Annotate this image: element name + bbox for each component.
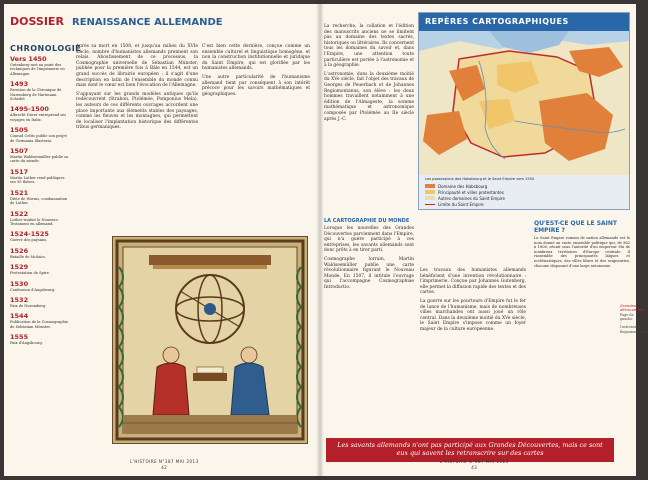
chronology-text: Paix d'Augsbourg. <box>10 341 43 346</box>
left-page <box>4 4 320 476</box>
right-footer <box>440 459 509 470</box>
saint-empire-box <box>534 220 630 430</box>
chronology-text: Martin Waldseemüller publie sa carte du monde. <box>10 155 69 164</box>
body-column-2 <box>202 44 310 224</box>
chronology-text: Albrecht Dürer entreprend ses voyages en Italie. <box>10 113 67 122</box>
chronology-year: 1524-1525 <box>10 230 49 239</box>
chronology-year: 1521 <box>10 188 29 197</box>
page-number: 43 <box>471 465 478 470</box>
chronology-entry <box>10 333 70 345</box>
pull-quote: Les savants allemands n'ont pas participé aux Grandes Découvertes, mais ce sont eux qui savent les retranscrire sur des cartes <box>326 438 614 462</box>
chronology-text: Diète de Worms, condamnation de Luther. <box>10 196 68 206</box>
chronology-year: 1522 <box>10 209 29 218</box>
chronology-entry <box>10 263 70 275</box>
section-header <box>10 10 223 26</box>
engraving-illustration <box>113 237 307 443</box>
map-caption: Les possessions des Habsbourg et le Saint Empire vers 1550 <box>425 177 535 181</box>
legend-label: Domaine des Habsbourg <box>438 183 488 189</box>
footer-text: L'HISTOIRE N°387 MAI 2013 <box>440 459 509 464</box>
footer-text: L'HISTOIRE N°387 MAI 2013 <box>130 459 199 464</box>
chronology-entry <box>10 168 70 185</box>
map-legend <box>419 175 629 209</box>
chronology-entry <box>10 210 70 227</box>
chronology-year: 1505 <box>10 126 29 135</box>
body-paragraph: La recherche, la collation et l'édition des manuscrits anciens ne se limitent pas au domaine des textes sacrés, historiques ou littéraires. Ils concernent tous les domaines du savoir et, dans l'Empire, une attention toute particulière est portée à l'astronomie et à la géographie. <box>324 24 414 69</box>
side-note <box>620 303 648 434</box>
chronology-year: Vers 1450 <box>10 55 47 63</box>
chronology-year: 1495-1500 <box>10 105 49 114</box>
body-paragraph: L'astronomie, dans la deuxième moitié du XVe siècle, fait l'objet des travaux de Georges de Peuerbach et de Johannes Regiomontanus, son élève : les deux hommes travaillent notamment à une édition de l'Almageste, la somme mathématique et astronomique composée par Ptolémée au IIe siècle après J.-C. <box>324 71 414 122</box>
chronology-entry <box>10 105 70 122</box>
chronology-year: 1530 <box>10 279 29 288</box>
legend-swatch-icon <box>425 184 435 188</box>
chronology-text: Luther traduit le Nouveau Testament en allemand. <box>10 217 58 226</box>
chronology-year: 1529 <box>10 263 29 272</box>
chronology-text: Paix de Nuremberg. <box>10 303 47 308</box>
chronology-text: Guerre des paysans. <box>10 238 48 243</box>
chronology-year: 1544 <box>10 312 29 321</box>
body-column-1 <box>324 24 414 214</box>
chronology-text: Conrad Celtis publie son projet de Germania illustrata. <box>10 134 67 143</box>
left-footer <box>130 459 199 470</box>
astronomer-engraving <box>112 236 308 444</box>
map-area <box>419 31 629 175</box>
legend-swatch-icon <box>425 196 435 200</box>
page-number: 42 <box>161 465 168 470</box>
right-page <box>320 4 648 476</box>
chronology-entry <box>10 247 70 259</box>
chronology-text: Bataille de Mohács. <box>10 254 46 259</box>
chronology-entry <box>10 296 70 308</box>
chronology-text: Protestation de Spire. <box>10 271 50 276</box>
magazine-spread <box>4 4 648 476</box>
side-note-title: Grandes découvertes <box>620 303 644 313</box>
chronology-year: 1507 <box>10 147 29 156</box>
chronology-entry <box>10 147 70 164</box>
cartography-heading: LA CARTOGRAPHIE DU MONDE <box>324 218 410 224</box>
chronology-text: Gutenberg met au point des techniques de l'imprimerie en Allemagne. <box>10 63 65 76</box>
habsburg-map <box>419 31 629 175</box>
chronology-entry <box>10 80 70 101</box>
body-paragraph: S'appuyant sur les grands modèles antiques qu'ils redécouvrent (Strabon, Ptolémée, Pomponius Mela), les auteurs de ces différents ouvrages accordent une place importante aux éléments stables des paysages, comme les fleuves et les montagnes, qui permettent de localiser l'implantation historique des différentes tribus germaniques. <box>76 91 198 131</box>
chronology-entry <box>10 230 70 242</box>
chronology-year: 1555 <box>10 333 29 342</box>
side-note-text: Page de gauche : l'astronome Regiomontanus. <box>620 312 648 334</box>
body-column-2 <box>324 226 414 376</box>
legend-label: Autres domaines du Saint Empire <box>438 195 505 201</box>
gutter-shadow <box>316 4 324 476</box>
body-paragraph: Cosmographe lorrain, Martin Waldseemüller publie une carte révolutionnaire figurant le Nouveau Monde. En 1507, il intitule l'ouvrage qui l'accompagne Cosmographiae Introductio. <box>324 256 414 290</box>
legend-label: Principauté et villes protestantes <box>438 189 504 195</box>
body-paragraph: Après sa mort en 1508, et jusqu'au milieu du XVIe siècle, nombre d'humanistes allemands prennent son relais. Aboutissement de ce processus, la Cosmographie universelle de Sebastian Münster, publiée pour la première fois à Bâle en 1544, est un grand succès de librairie européen : il s'agit d'une description en latin de l'ensemble du monde connu mais dont le cœur est bien l'évocation de l'Allemagne. <box>76 44 198 89</box>
map-title: REPÈRES CARTOGRAPHIQUES <box>419 13 629 31</box>
chronology-entry <box>10 55 70 76</box>
chronology-entry <box>10 312 70 329</box>
body-paragraph: La guerre sur les pourtours d'Empire fut le fer de lance de l'humanisme, mais de nombreuses villes marchandes ont aussi joué un rôle central. Dans la deuxième moitié du XVe siècle, le Saint Empire s'impose comme un foyer majeur de la culture européenne. <box>420 298 526 332</box>
chronology-year: 1532 <box>10 295 29 304</box>
body-column-3 <box>420 268 526 438</box>
map-box <box>418 12 630 210</box>
chronology-year: 1526 <box>10 246 29 255</box>
section-title: RENAISSANCE ALLEMANDE <box>72 17 223 28</box>
chronology-text: Publication de la Cosmographie de Sebastian Münster. <box>10 320 69 329</box>
body-paragraph: Lorsque les nouvelles des Grandes Découvertes parviennent dans l'Empire, qui n'a guère participé à ces entreprises, les savants allemands sont donc prêts à en tirer parti. <box>324 226 414 254</box>
legend-swatch-icon <box>425 190 435 194</box>
chronology-year: 1517 <box>10 167 29 176</box>
body-paragraph: Une autre particularité de l'humanisme allemand tient par conséquent à son intérêt précoce pour les savoirs mathématiques et géographiques. <box>202 74 310 97</box>
chronology-entry <box>10 126 70 143</box>
dossier-kicker: DOSSIER <box>10 15 64 28</box>
saint-empire-text: Le Saint Empire romain de nation allemande est le nom donné au vaste ensemble politique qui, de 962 à 1806, réunit sous l'autorité d'un empereur élu de nombreux territoires d'Europe centrale. Il rassemble des principautés laïques et ecclésiastiques, des villes libres et des seigneuries, chacune disposant d'une large autonomie. <box>534 236 630 268</box>
legend-row <box>425 201 623 207</box>
legend-label: Limite du Saint Empire <box>438 201 484 207</box>
legend-swatch-icon <box>425 204 435 205</box>
chronology-year: 1493 <box>10 80 29 89</box>
chronology-entry <box>10 189 70 206</box>
chronology-entry <box>10 280 70 292</box>
chronology-sidebar <box>10 44 82 440</box>
chronology-text: Martin Luther rend publiques ses 95 thèses. <box>10 175 65 185</box>
body-column-1 <box>76 44 198 230</box>
chronology-heading: CHRONOLOGIE <box>10 44 82 53</box>
chronology-text: Parution de la Chronique de Nuremberg de Hartmann Schedel. <box>10 88 62 102</box>
saint-empire-title: QU'EST-CE QUE LE SAINT EMPIRE ? <box>534 220 618 234</box>
body-paragraph: Les travaux des humanistes allemands bénéficient d'une invention révolutionnaire : l'imprimerie. Conçue par Johannes Gutenberg, elle permet la diffusion rapide des textes et des cartes. <box>420 268 526 296</box>
chronology-text: Confession d'Augsbourg. <box>10 287 56 292</box>
body-paragraph: C'est bien cette dernière, conçue comme un ensemble culturel et linguistique homogène, et non la construction institutionnelle et juridique du Saint Empire, qui est glorifiée par les humanistes allemands. <box>202 44 310 72</box>
